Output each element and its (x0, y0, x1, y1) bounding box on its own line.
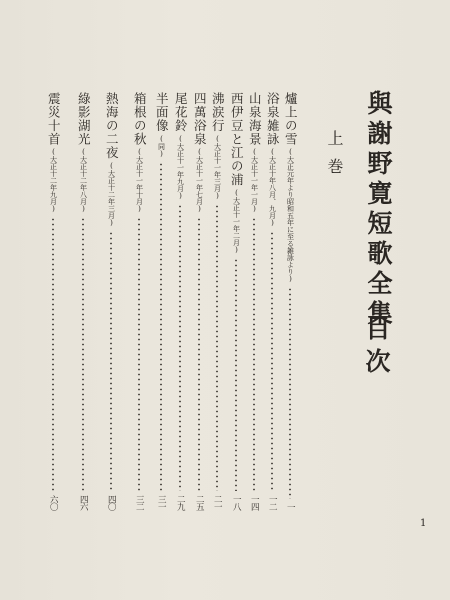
dot-leader (82, 217, 84, 491)
toc-entry[interactable] (132, 92, 146, 510)
dot-leader (235, 258, 237, 492)
toc-entry[interactable] (210, 92, 224, 510)
entry-page: 四六 (78, 495, 89, 510)
toc-heading: 目次 (362, 315, 391, 381)
toc-entry[interactable] (265, 92, 279, 510)
toc-entry[interactable] (104, 92, 118, 510)
dot-leader (179, 204, 181, 492)
entry-note: (大正十一年一月) (250, 148, 259, 213)
entry-note: (大正十一年三月) (213, 134, 222, 200)
dot-leader (160, 162, 162, 492)
entry-title: 震災十首 (46, 92, 62, 146)
toc-entry[interactable] (247, 92, 261, 510)
entry-title: 熱海の二夜 (104, 92, 120, 160)
entry-page: 一八 (231, 495, 242, 510)
entry-page: 四〇 (106, 495, 117, 510)
toc-entry[interactable] (154, 92, 168, 510)
entry-note: (大正元年より昭和五年に至る雑詠より) (286, 148, 295, 283)
entry-page: 三一 (156, 495, 167, 510)
entry-title: 四萬浴泉 (192, 92, 208, 146)
toc-entry[interactable] (283, 92, 297, 510)
entry-title: 箱根の秋 (132, 92, 148, 146)
entry-note: (大正十年八月、九月) (268, 148, 277, 227)
toc-entry[interactable] (76, 92, 90, 510)
toc-entry[interactable] (46, 92, 60, 510)
entry-note: (大正十一年二月) (232, 188, 241, 254)
dot-leader (52, 217, 54, 491)
entry-note: (同) (157, 134, 166, 158)
entry-note: (大正十二年八月) (79, 148, 88, 213)
toc-entry[interactable] (229, 92, 243, 510)
entry-page: 二一 (212, 495, 223, 510)
entry-title: 爐上の雪 (283, 92, 299, 146)
dot-leader (198, 217, 200, 491)
entry-page: 二五 (194, 495, 205, 510)
entry-page: 六〇 (48, 495, 59, 510)
dot-leader (138, 217, 140, 491)
toc-entry[interactable] (192, 92, 206, 510)
entry-title: 尾花鈴 (173, 92, 189, 133)
book-title: 與謝野寛短歌全集 (364, 90, 393, 330)
entry-note: (大正十二年九月) (49, 148, 58, 213)
entry-title: 西伊豆と江の浦 (229, 92, 245, 187)
page-number: 1 (420, 518, 427, 529)
dot-leader (289, 287, 291, 499)
entry-note: (大正十一年七月) (195, 148, 204, 213)
entry-title: 沸涙行 (210, 92, 226, 133)
entry-page: 一二 (267, 495, 278, 510)
dot-leader (216, 204, 218, 492)
dot-leader (110, 231, 112, 492)
entry-note: (大正十二年三月) (107, 161, 116, 227)
entry-title: 綠影湖光 (76, 92, 92, 146)
entry-page: 三二 (134, 495, 145, 510)
volume-label: 上巻 (325, 130, 344, 186)
entry-title: 山泉海景 (247, 92, 263, 146)
entry-note: (大正十一年十月) (135, 148, 144, 213)
entry-title: 半面像 (154, 92, 170, 133)
entry-page: 一四 (249, 495, 260, 510)
dot-leader (253, 217, 255, 491)
toc-entry[interactable] (173, 92, 187, 510)
entry-note: (大正十一年九月) (176, 134, 185, 200)
entry-title: 浴泉雑詠 (265, 92, 281, 146)
dot-leader (271, 231, 273, 491)
entry-page: 一 (285, 502, 296, 510)
entry-page: 二九 (175, 495, 186, 510)
